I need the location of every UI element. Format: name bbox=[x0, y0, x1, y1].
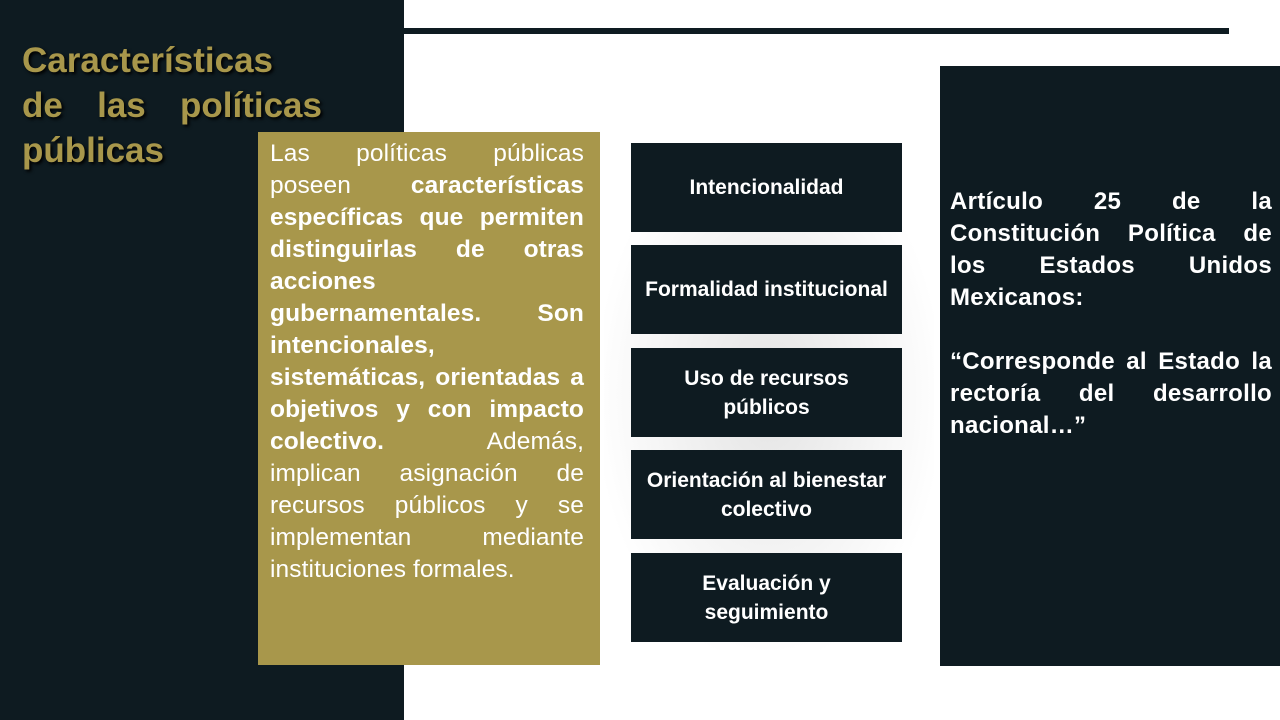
constitution-article-box bbox=[940, 66, 1280, 666]
intro-text-box bbox=[258, 132, 600, 665]
article-heading: Artículo 25 de la Constitución Política de los Estados Unidos Mexicanos: bbox=[950, 188, 1272, 311]
intro-text-bold: características específicas que permiten distinguirlas de otras acciones gubernamentales. Son intencionales, sistemáticas, orientadas a objetivos y con impacto colectivo. bbox=[270, 172, 584, 455]
intro-text-part2: Además, implican asignación de recursos públicos y se implementan mediante instituciones formales. bbox=[270, 428, 584, 583]
slide-title: Características de las políticas públicas bbox=[22, 41, 322, 170]
intro-paragraph bbox=[270, 138, 584, 586]
characteristic-recursos: Uso de recursos públicos bbox=[631, 348, 902, 437]
top-divider-line bbox=[404, 28, 1229, 34]
characteristic-evaluacion: Evaluación y seguimiento bbox=[631, 553, 902, 642]
characteristic-bienestar: Orientación al bienestar colectivo bbox=[631, 450, 902, 539]
intro-text-part1: Las políticas públicas poseen bbox=[270, 140, 584, 199]
characteristic-intencionalidad: Intencionalidad bbox=[631, 143, 902, 232]
characteristic-formalidad: Formalidad institucional bbox=[631, 245, 902, 334]
article-quote: “Corresponde al Estado la rectoría del desarrollo nacional…” bbox=[950, 348, 1272, 439]
